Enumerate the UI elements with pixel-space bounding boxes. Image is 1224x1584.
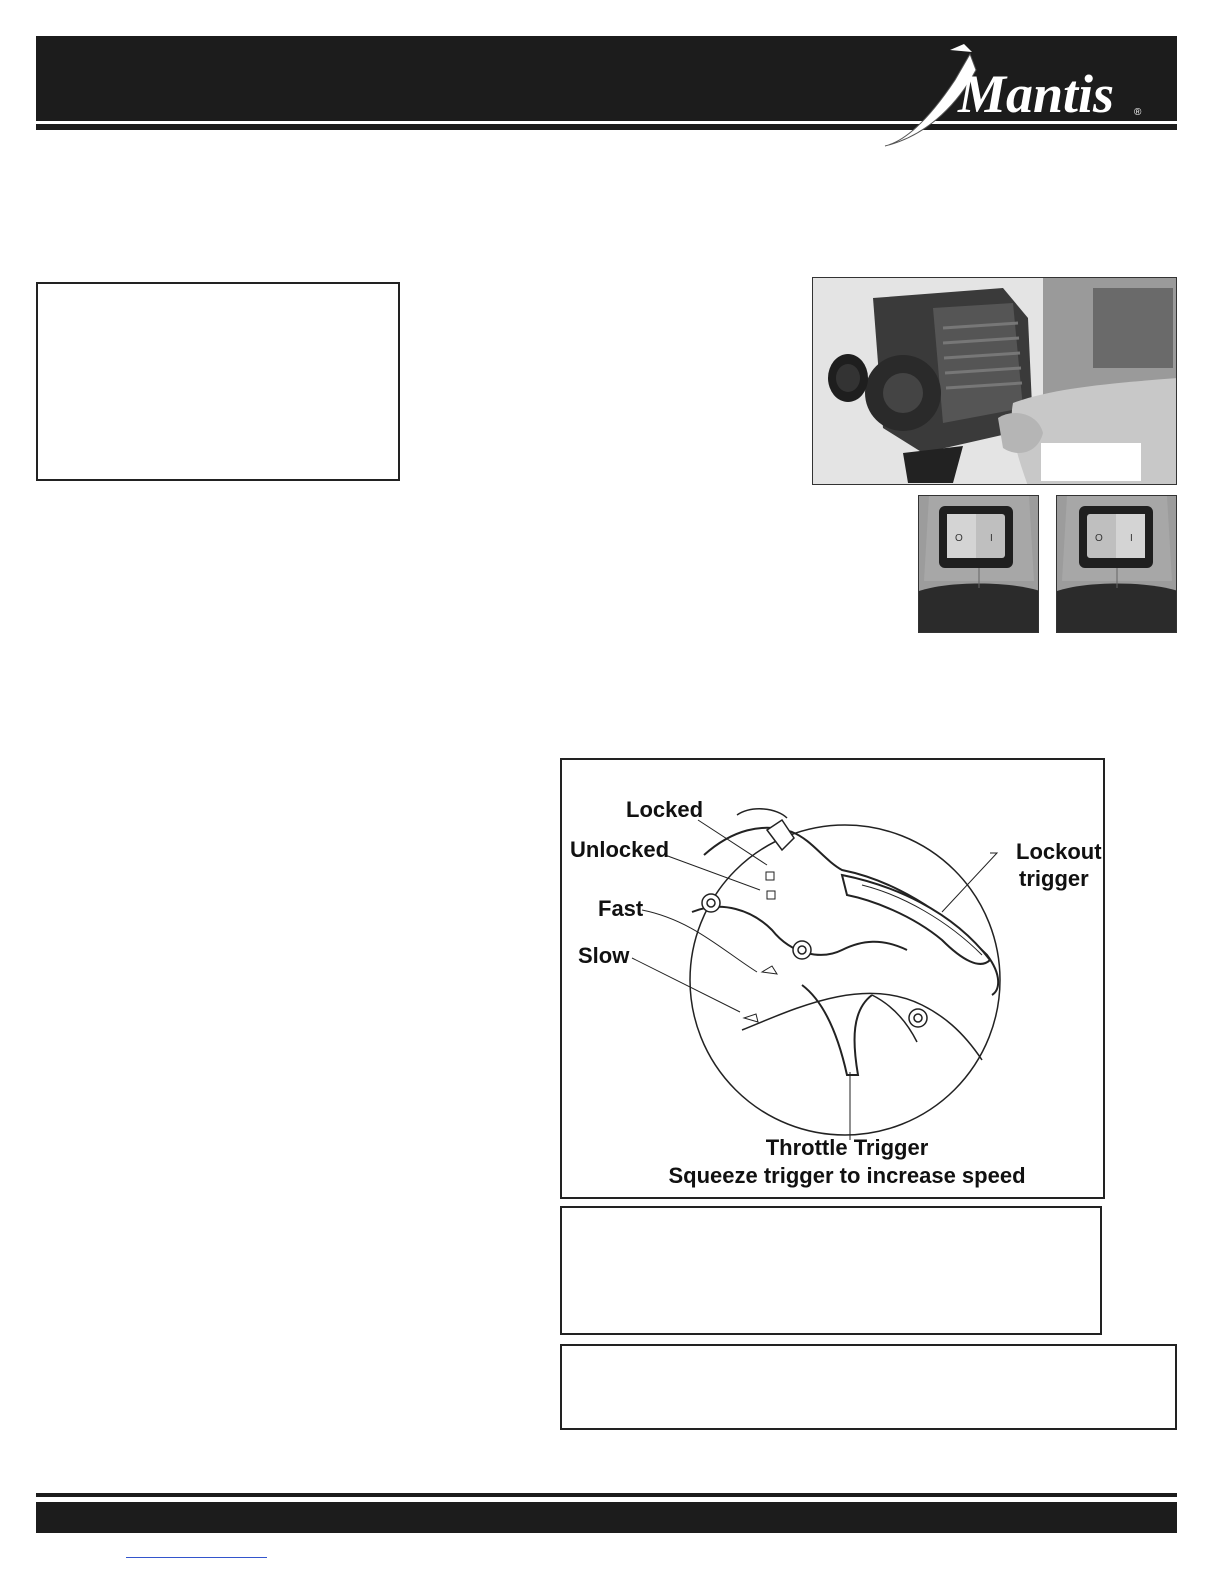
info-box bbox=[560, 1206, 1102, 1335]
label-lockout-line1: Lockout bbox=[1016, 839, 1102, 864]
switch-photo-on bbox=[1056, 495, 1177, 633]
engine-photo bbox=[812, 277, 1177, 485]
label-lockout-line2: trigger bbox=[1019, 866, 1089, 891]
label-unlocked: Unlocked bbox=[570, 837, 670, 862]
footer-link-underline[interactable] bbox=[126, 1557, 267, 1558]
footer-rule bbox=[36, 1493, 1177, 1497]
switch-illustration-on bbox=[1057, 496, 1177, 633]
switch-off-symbol: O bbox=[1095, 533, 1103, 544]
label-throttle-trigger: Throttle Trigger bbox=[765, 1135, 929, 1160]
label-locked: Locked bbox=[626, 797, 704, 822]
throttle-diagram bbox=[560, 758, 1105, 1199]
switch-on-symbol: I bbox=[990, 533, 993, 544]
photo-label-area bbox=[1041, 443, 1141, 481]
footer-bar bbox=[36, 1502, 1177, 1533]
switch-illustration-off bbox=[919, 496, 1039, 633]
label-slow: Slow bbox=[578, 943, 630, 968]
label-fast: Fast bbox=[598, 896, 644, 921]
registered-mark: ® bbox=[1134, 107, 1142, 118]
notice-box bbox=[36, 282, 400, 481]
logo-text: Mantis bbox=[958, 64, 1115, 124]
note-box bbox=[560, 1344, 1177, 1430]
engine-illustration bbox=[813, 278, 1177, 485]
throttle-diagram-svg bbox=[562, 760, 1103, 1197]
switch-on-symbol: I bbox=[1130, 533, 1133, 544]
switch-off-symbol: O bbox=[955, 533, 963, 544]
label-throttle-caption: Squeeze trigger to increase speed bbox=[668, 1163, 1026, 1188]
switch-photo-off bbox=[918, 495, 1039, 633]
mantis-logo bbox=[880, 40, 1160, 152]
